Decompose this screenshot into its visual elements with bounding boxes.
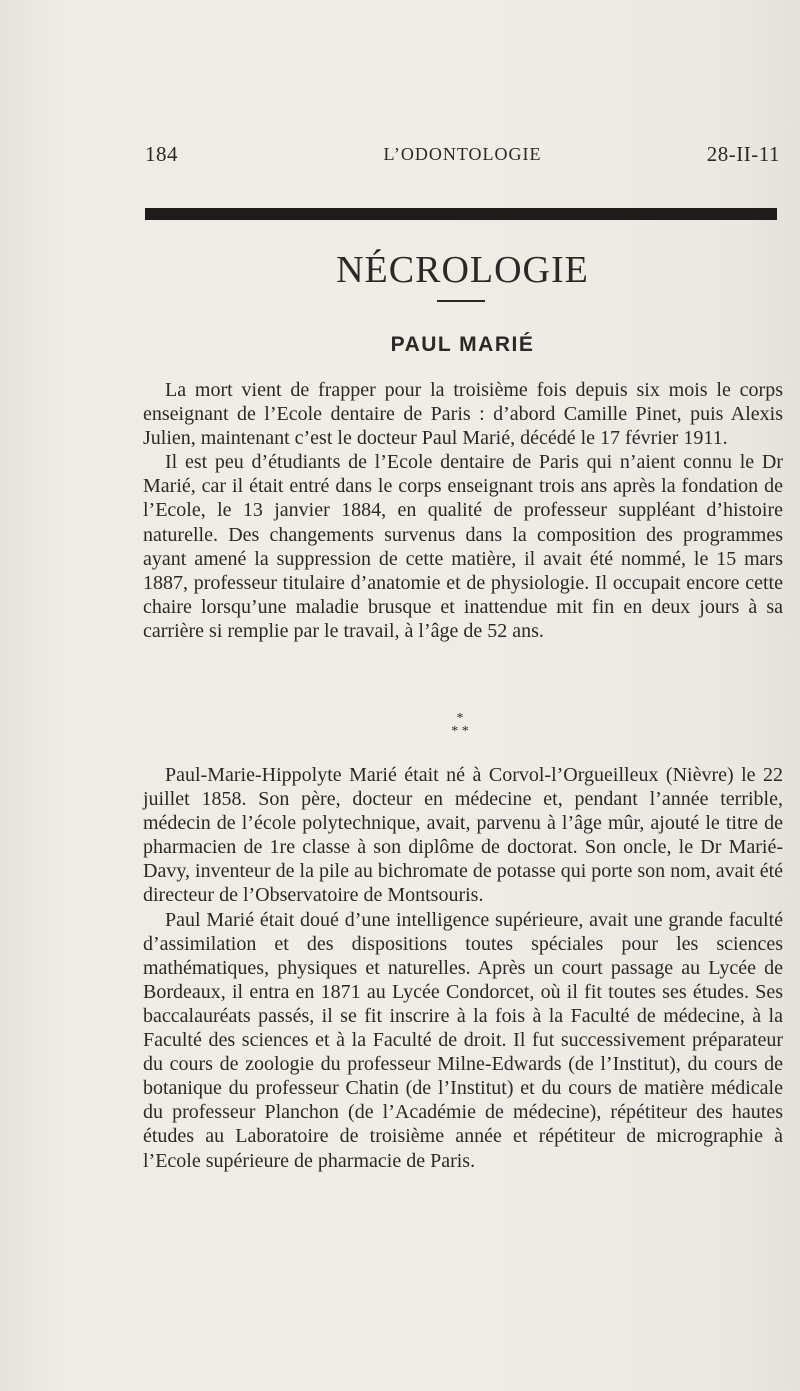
journal-title: L’ODONTOLOGIE: [383, 144, 542, 164]
decorative-rule: [145, 208, 777, 220]
paragraph: La mort vient de frapper pour la troisième fois depuis six mois le corps enseignant de l’Ecole dentaire de Paris : d’abord Camille Pinet, puis Alexis Julien, maintenant c’est le docteur Paul Marié, décédé le 17 février 1911.: [143, 379, 783, 450]
title-divider: [437, 300, 485, 302]
asterism-top: *: [456, 711, 464, 726]
asterism-bottom: * *: [451, 724, 469, 739]
article-subtitle: PAUL MARIÉ: [390, 333, 535, 356]
paragraph: Paul Marié était doué d’une intelligence supérieure, avait une grande faculté d’assimilation et des dispositions toutes spéciales pour les sciences mathématiques, physiques et naturelles. Après un court passage au Lycée de Bordeaux, il entra en 1871 au Lycée Condorcet, où il fit toutes ses études. Ses baccalauréats passés, il se fit inscrire à la fois à la Faculté de médecine, à la Faculté des sciences et à la Faculté de droit. Il fut successivement préparateur du cours de zoologie du professeur Milne-Edwards (de l’Institut), du cours de botanique du professeur Chatin (de l’Institut) et du cours de matière médicale du professeur Planchon (de l’Académie de médecine), répétiteur des hautes études au Laboratoire de troisième année et répétiteur de micrographie à l’Ecole supérieure de pharmacie de Paris.: [143, 908, 783, 1172]
page-number: 184: [145, 142, 178, 166]
running-head: [145, 142, 780, 172]
section-title: NÉCROLOGIE: [336, 249, 589, 291]
issue-date: 28-II-11: [706, 142, 780, 166]
paragraph: Paul-Marie-Hippolyte Marié était né à Corvol-l’Orgueilleux (Nièvre) le 22 juillet 1858. Son père, docteur en médecine et, pendant l’année terrible, médecin de l’école polytechnique, avait, parvenu à l’âge mûr, ajouté le titre de pharmacien de 1re classe à son diplôme de doctorat. Son oncle, le Dr Marié-Davy, inventeur de la pile au bichromate de potasse qui porte son nom, avait été directeur de l’Observatoire de Montsouris.: [143, 764, 783, 907]
body-text-part1: [143, 378, 783, 643]
asterism: [445, 712, 475, 738]
paragraph: Il est peu d’étudiants de l’Ecole dentaire de Paris qui n’aient connu le Dr Marié, car il était entré dans le corps enseignant trois ans après la fondation de l’Ecole, le 13 janvier 1884, en qualité de professeur suppléant d’histoire naturelle. Des changements survenus dans la composition des programmes ayant amené la suppression de cette matière, il avait été nommé, le 15 mars 1887, professeur titulaire d’anatomie et de physiologie. Il occupait encore cette chaire lorsqu’une maladie brusque et inattendue mit fin en deux jours à sa carrière si remplie par le travail, à l’âge de 52 ans.: [143, 451, 783, 642]
body-text-part2: [143, 763, 783, 1173]
